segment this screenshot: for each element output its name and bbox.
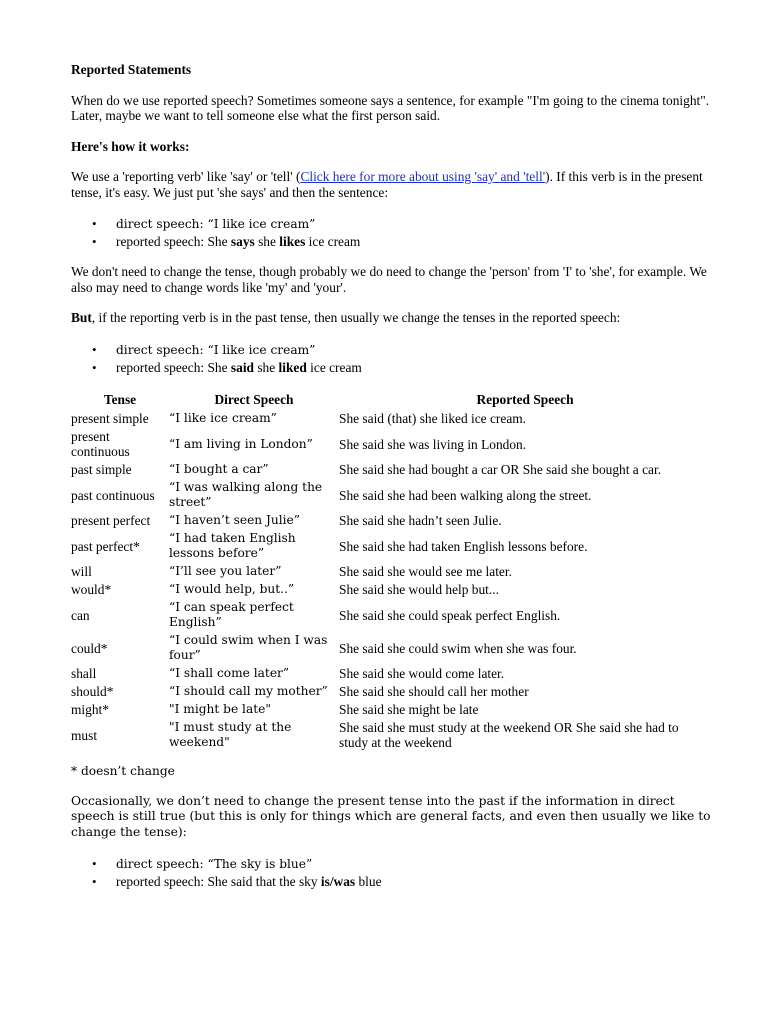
table-row xyxy=(71,632,711,665)
direct-speech-cell: “I am living in London” xyxy=(169,436,313,451)
paragraph-text: , if the reporting verb is in the past tense, then usually we change the tenses in the reported speech: xyxy=(91,310,621,325)
list-item xyxy=(116,233,711,250)
tense-cell: must xyxy=(71,727,98,743)
direct-speech-cell: “I could swim when I was four” xyxy=(169,633,328,662)
paragraph-text: ). If this verb is in the present tense, it's easy. We just put 'she says' and then the sentence: xyxy=(71,169,703,200)
document-page xyxy=(71,62,711,904)
table-row xyxy=(71,410,711,428)
past-tense-paragraph xyxy=(71,310,711,326)
tense-cell: past continuous xyxy=(71,487,155,503)
direct-speech-cell: “I shall come later” xyxy=(169,666,290,680)
tense-cell: will xyxy=(71,564,92,579)
tense-cell: present perfect xyxy=(71,513,151,528)
table-body xyxy=(71,410,711,752)
reported-speech-cell: She said she might be late xyxy=(339,702,479,717)
tense-cell: present simple xyxy=(71,411,149,426)
example-list-facts xyxy=(71,855,711,890)
reported-speech-cell: She said she must study at the weekend OR She said she had to study at the weekend xyxy=(339,720,679,750)
reported-speech-cell: She said she could speak perfect English. xyxy=(339,607,561,623)
reported-text: reported speech: She xyxy=(116,359,231,375)
direct-speech-cell: “I can speak perfect English” xyxy=(169,600,294,629)
table-row xyxy=(71,665,711,683)
list-item xyxy=(116,341,711,359)
reported-speech-cell: She said she had taken English lessons before. xyxy=(339,538,588,554)
reported-bold: likes xyxy=(279,234,306,249)
direct-speech-cell: “I would help, but..” xyxy=(169,582,295,596)
reported-text: she xyxy=(253,359,279,375)
reported-text: ice cream xyxy=(306,359,362,375)
list-item xyxy=(116,855,711,873)
table-row xyxy=(71,599,711,632)
table-row xyxy=(71,719,711,752)
intro-paragraph: When do we use reported speech? Sometimes someone says a sentence, for example "I'm going to the cinema tonight". Later, maybe we want to tell someone else what the first person said. xyxy=(71,92,710,123)
reported-text: reported speech: She said that the sky xyxy=(116,874,321,889)
direct-speech-cell: “I was walking along the street” xyxy=(169,480,323,509)
direct-speech-cell: "I might be late" xyxy=(169,702,271,716)
reported-speech-cell: She said she would see me later. xyxy=(339,564,512,579)
reported-speech-cell: She said she had been walking along the street. xyxy=(339,487,592,503)
reported-bold: liked xyxy=(278,359,307,375)
tense-cell: past simple xyxy=(71,462,132,477)
page-title: Reported Statements xyxy=(71,62,192,77)
example-list-present xyxy=(71,215,711,250)
reported-bold: says xyxy=(230,234,255,249)
direct-speech-cell: "I must study at the weekend" xyxy=(169,720,292,749)
direct-speech-example: direct speech: “I like ice cream” xyxy=(116,342,316,357)
reported-text: ice cream xyxy=(305,234,361,249)
reported-speech-cell: She said she should call her mother xyxy=(339,684,529,699)
footnote: * doesn’t change xyxy=(71,764,175,778)
list-item xyxy=(116,215,711,233)
reported-speech-cell: She said she could swim when she was four. xyxy=(339,640,577,656)
table-row xyxy=(71,563,711,581)
direct-speech-cell: “I had taken English lessons before” xyxy=(169,531,296,560)
table-row xyxy=(71,701,711,719)
table-row xyxy=(71,461,711,479)
header-tense: Tense xyxy=(103,391,137,407)
direct-speech-example: direct speech: “The sky is blue” xyxy=(116,857,313,871)
reported-speech-cell: She said she had bought a car OR She said she bought a car. xyxy=(339,462,662,477)
tense-cell: past perfect* xyxy=(71,538,140,554)
reporting-verb-paragraph xyxy=(71,169,711,200)
direct-speech-cell: “I’ll see you later” xyxy=(169,564,282,578)
but-bold: But xyxy=(71,310,92,325)
reported-speech-cell: She said (that) she liked ice cream. xyxy=(339,411,527,426)
tense-cell: would* xyxy=(71,582,112,597)
table-row xyxy=(71,479,711,512)
tense-cell: could* xyxy=(71,640,108,656)
direct-speech-cell: “I bought a car” xyxy=(169,462,269,476)
tense-cell: might* xyxy=(71,702,109,717)
reported-speech-cell: She said she would help but... xyxy=(339,582,499,597)
section-heading: Here's how it works: xyxy=(71,138,190,154)
tense-cell: shall xyxy=(71,666,97,681)
header-reported-speech: Reported Speech xyxy=(476,391,574,407)
paragraph-text: We use a 'reporting verb' like 'say' or 'tell' ( xyxy=(71,169,301,184)
tense-cell: present continuous xyxy=(71,429,130,459)
reported-speech-cell: She said she was living in London. xyxy=(339,436,527,452)
tense-person-paragraph: We don't need to change the tense, though probably we do need to change the 'person' from 'I' to 'she', for example. We also may need to change words like 'my' and 'your'. xyxy=(71,264,707,295)
table-row xyxy=(71,512,711,530)
reported-text: blue xyxy=(355,874,382,889)
direct-speech-cell: “I should call my mother” xyxy=(169,684,328,698)
list-item xyxy=(116,359,711,376)
tense-cell: should* xyxy=(71,684,114,699)
example-list-past xyxy=(71,341,711,376)
tense-table xyxy=(71,390,711,753)
table-row xyxy=(71,428,711,461)
table-row xyxy=(71,683,711,701)
header-direct-speech: Direct Speech xyxy=(214,391,294,407)
reported-speech-cell: She said she hadn’t seen Julie. xyxy=(339,513,502,528)
table-header-row xyxy=(71,390,711,411)
tense-cell: can xyxy=(71,607,90,623)
direct-speech-cell: “I like ice cream” xyxy=(169,411,277,425)
table-row xyxy=(71,581,711,599)
direct-speech-example: direct speech: “I like ice cream” xyxy=(116,217,316,231)
reported-speech-cell: She said she would come later. xyxy=(339,666,505,681)
reported-text: she xyxy=(254,234,280,249)
say-tell-link[interactable]: Click here for more about using 'say' and 'tell' xyxy=(300,169,546,184)
list-item xyxy=(116,873,711,890)
exception-paragraph: Occasionally, we don’t need to change the present tense into the past if the information in direct speech is still true (but this is only for things which are general facts, and even then usually we like to change the tense): xyxy=(71,793,711,839)
reported-bold: is/was xyxy=(320,874,356,889)
table-row xyxy=(71,530,711,563)
direct-speech-cell: “I haven’t seen Julie” xyxy=(169,513,301,527)
reported-text: reported speech: She xyxy=(116,234,231,249)
reported-bold: said xyxy=(230,359,254,375)
